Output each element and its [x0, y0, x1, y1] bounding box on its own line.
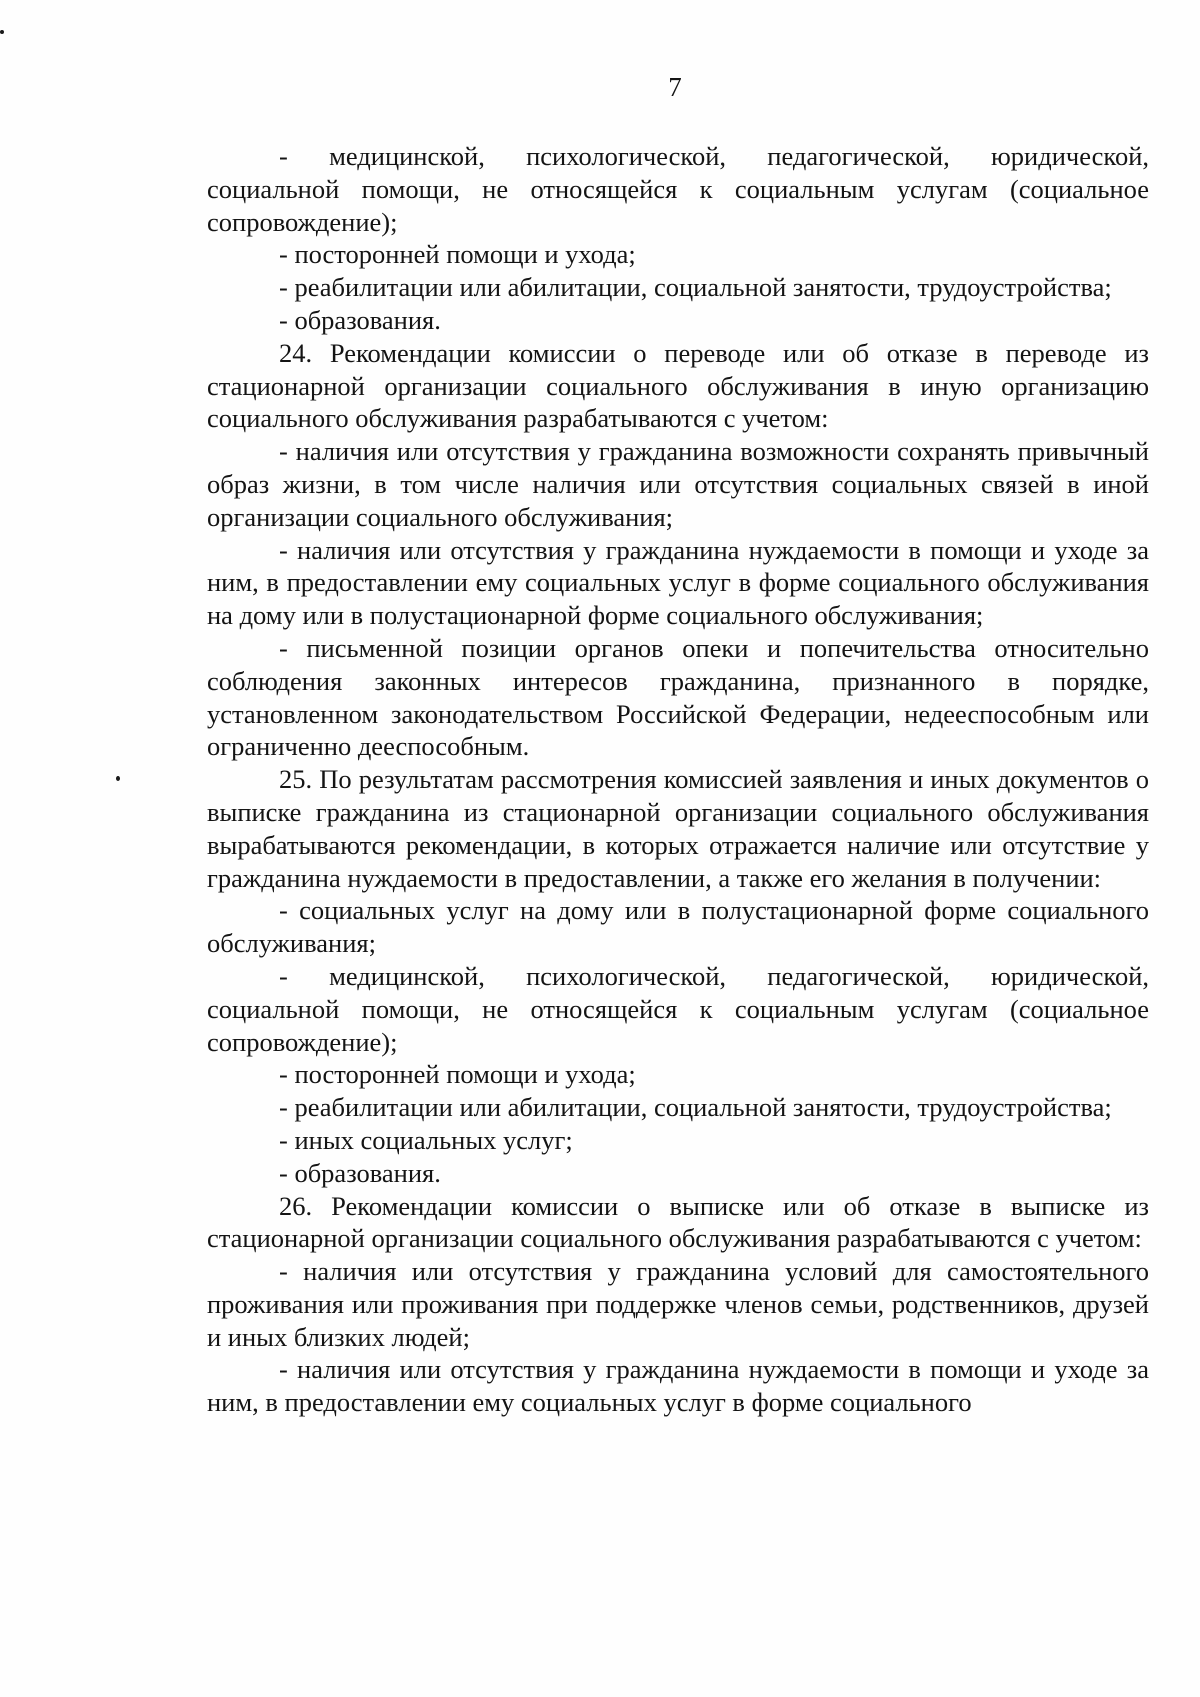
scan-speck: [116, 776, 120, 781]
document-body: [207, 140, 1149, 1419]
paragraph: 26. Рекомендации комиссии о выписке или об отказе в выписке из стационарной организации социального обслуживания разрабатываются с учетом:: [207, 1190, 1149, 1254]
paragraph: 25. По результатам рассмотрения комиссией заявления и иных документов о выписке гражданина из стационарной организации социального обслуживания вырабатываются рекомендации, в которых отражается наличие или отсутствие у гражданина нуждаемости в предоставлении, а также его желания в получении:: [207, 764, 1149, 893]
scan-speck: [0, 30, 4, 34]
paragraph: - письменной позиции органов опеки и попечительства относительно соблюдения законных интересов гражданина, признанного в порядке, установленном законодательством Российской Федерации, недееспособным или ограниченно дееспособным.: [207, 632, 1149, 762]
paragraph: 24. Рекомендации комиссии о переводе или об отказе в переводе из стационарной организации социального обслуживания в иную организацию социального обслуживания разрабатываются с учетом:: [207, 337, 1149, 434]
paragraph: - медицинской, психологической, педагогической, юридической, социальной помощи, не относящейся к социальным услугам (социальное сопровождение);: [207, 960, 1149, 1057]
paragraph: - наличия или отсутствия у гражданина нуждаемости в помощи и уходе за ним, в предоставлении ему социальных услуг в форме социального: [207, 1354, 1149, 1418]
paragraph: - посторонней помощи и ухода;: [279, 239, 636, 270]
paragraph: - посторонней помощи и ухода;: [279, 1059, 636, 1090]
paragraph: - реабилитации или абилитации, социальной занятости, трудоустройства;: [279, 272, 1112, 303]
paragraph: - медицинской, психологической, педагогической, юридической, социальной помощи, не относящейся к социальным услугам (социальное сопровождение);: [207, 141, 1149, 237]
paragraph: - иных социальных услуг;: [279, 1124, 573, 1155]
paragraph: - наличия или отсутствия у гражданина возможности сохранять привычный образ жизни, в том числе наличия или отсутствия социальных связей в иной организации социального обслуживания;: [207, 436, 1149, 532]
paragraph: - образования.: [279, 1157, 441, 1188]
paragraph: - социальных услуг на дому или в полустационарной форме социального обслуживания;: [207, 895, 1149, 959]
paragraph: - наличия или отсутствия у гражданина условий для самостоятельного проживания или проживания при поддержке членов семьи, родственников, друзей и иных близких людей;: [207, 1256, 1149, 1352]
page-number: 7: [668, 72, 682, 102]
paragraph: - наличия или отсутствия у гражданина нуждаемости в помощи и уходе за ним, в предоставлении ему социальных услуг в форме социального обслуживания на дому или в полустационарной форме социального обслуживания;: [207, 534, 1149, 631]
paragraph: - образования.: [279, 304, 441, 335]
paragraph: - реабилитации или абилитации, социальной занятости, трудоустройства;: [279, 1092, 1112, 1123]
